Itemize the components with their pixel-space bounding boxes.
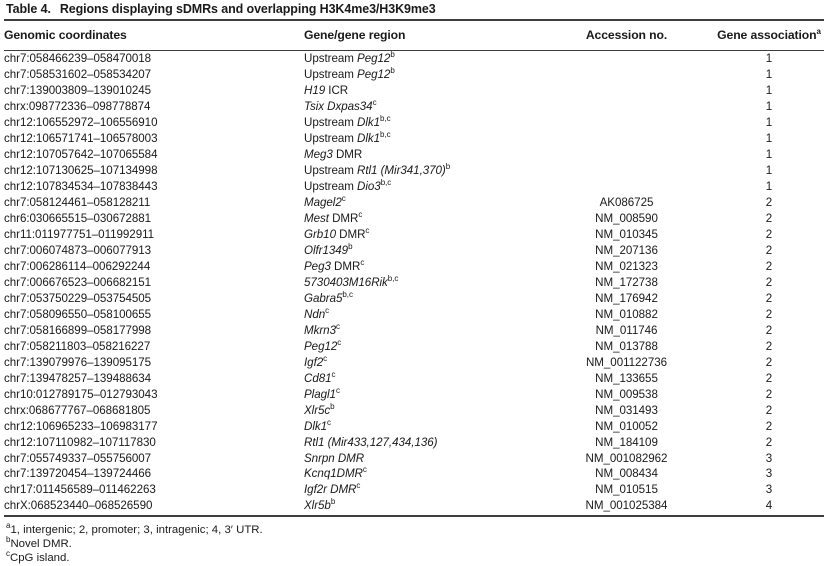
- gene-name: Peg12: [304, 339, 338, 353]
- column-header-gene-association-text: Gene association: [717, 28, 817, 42]
- gene-footnote-marker: b,c: [342, 289, 353, 299]
- gene-name: Peg12: [357, 51, 391, 65]
- gene-suffix: ICR: [325, 83, 349, 97]
- cell-gene-association: 3: [765, 451, 773, 465]
- table-row: [4, 147, 824, 163]
- gene-footnote-marker: c: [337, 337, 342, 347]
- cell-genomic-coordinates: chrx:068677767–068681805: [4, 403, 151, 417]
- cell-accession: [539, 83, 714, 99]
- table-row: [4, 211, 824, 227]
- table-caption: [4, 0, 824, 19]
- cell-genomic-coordinates: chr7:139003809–139010245: [4, 83, 152, 97]
- cell-accession: [539, 179, 714, 195]
- cell-accession: [539, 67, 714, 83]
- cell-gene-region: [304, 163, 539, 179]
- cell-gene-region: [304, 67, 539, 83]
- cell-gene-association: 1: [765, 67, 773, 81]
- cell-accession: NM_001025384: [585, 499, 668, 513]
- cell-gene-association: 3: [765, 467, 773, 481]
- cell-gene-association: 2: [765, 371, 773, 385]
- cell-gene-region: [304, 115, 539, 131]
- cell-gene-association: 2: [765, 227, 773, 241]
- cell-accession: NM_207136: [595, 243, 658, 257]
- cell-genomic-coordinates: chr7:139720454–139724466: [4, 467, 152, 481]
- cell-accession: [539, 99, 714, 115]
- cell-gene-association: 1: [765, 179, 773, 193]
- gene-name: Peg12: [357, 67, 391, 81]
- cell-gene-association: 1: [765, 115, 773, 129]
- table-row: [4, 403, 824, 419]
- cell-gene-region: [304, 51, 539, 67]
- footnote-marker: b: [6, 535, 11, 545]
- cell-accession: NM_176942: [595, 291, 658, 305]
- cell-gene-association: 2: [765, 323, 773, 337]
- gene-name: Xlr5c: [304, 403, 331, 417]
- gene-name: Grb10: [304, 227, 336, 241]
- cell-genomic-coordinates: chr7:053750229–053754505: [4, 291, 152, 305]
- cell-gene-region: [304, 211, 539, 227]
- cell-gene-region: [304, 83, 539, 99]
- gene-footnote-marker: c: [358, 209, 363, 219]
- gene-footnote-marker: c: [356, 481, 361, 491]
- cell-gene-association: 1: [765, 83, 773, 97]
- table-row: [4, 307, 824, 323]
- gene-footnote-marker: c: [372, 97, 377, 107]
- gene-footnote-marker: c: [335, 385, 340, 395]
- cell-accession: NM_013788: [595, 339, 658, 353]
- table-row: [4, 323, 824, 339]
- gene-suffix: DMR: [335, 227, 366, 241]
- gene-name: Meg3: [304, 147, 333, 161]
- cell-gene-association: 1: [765, 99, 773, 113]
- gene-name: Kcnq1DMR: [304, 467, 363, 481]
- gene-name: Plagl1: [304, 387, 336, 401]
- gene-name: Mkrn3: [304, 323, 336, 337]
- footnote-text: CpG island.: [10, 552, 70, 565]
- footnote: [6, 537, 824, 551]
- gene-footnote-marker: b: [445, 161, 451, 171]
- gene-name: Xlr5b: [304, 499, 331, 513]
- cell-gene-association: 2: [765, 291, 773, 305]
- footnote: [6, 520, 824, 537]
- cell-genomic-coordinates: chr7:058096550–058100655: [4, 307, 152, 321]
- cell-gene-region: [304, 227, 539, 243]
- cell-gene-association: 2: [765, 419, 773, 433]
- gene-name: Dlk1: [304, 419, 327, 433]
- cell-genomic-coordinates: chr7:006286114–006292244: [4, 259, 151, 273]
- sdmr-table: [4, 21, 824, 50]
- sdmr-table-body: [4, 51, 824, 515]
- table-row: [4, 339, 824, 355]
- header-row: [4, 21, 824, 50]
- cell-genomic-coordinates: chr11:011977751–011992911: [4, 227, 155, 241]
- cell-genomic-coordinates: chr12:107057642–107065584: [4, 147, 158, 161]
- table-caption-text: Regions displaying sDMRs and overlapping H3K4me3/H3K9me3: [59, 2, 436, 16]
- table-row: [4, 83, 824, 99]
- gene-name: Cd81: [304, 371, 332, 385]
- cell-genomic-coordinates: chr7:058124461–058128211: [4, 195, 151, 209]
- cell-genomic-coordinates: chrx:098772336–098778874: [4, 99, 151, 113]
- gene-footnote-marker: c: [335, 321, 340, 331]
- cell-accession: AK086725: [599, 195, 654, 209]
- cell-genomic-coordinates: chr7:055749337–055756007: [4, 451, 152, 465]
- gene-footnote-marker: b,c: [380, 113, 391, 123]
- cell-accession: NM_021323: [595, 259, 658, 273]
- table-footnotes: [4, 517, 824, 566]
- gene-name: Dlk1: [357, 115, 381, 129]
- cell-gene-association: 2: [765, 387, 773, 401]
- cell-genomic-coordinates: chr6:030665515–030672881: [4, 211, 152, 225]
- table-row: [4, 275, 824, 291]
- gene-footnote-marker: b: [390, 50, 395, 60]
- cell-gene-association: 2: [765, 435, 773, 449]
- cell-gene-association: 3: [765, 483, 773, 497]
- table-row: [4, 291, 824, 307]
- gene-name: Igf2r DMR: [304, 483, 357, 497]
- cell-genomic-coordinates: chr7:139478257–139488634: [4, 371, 152, 385]
- gene-footnote-marker: b: [348, 241, 353, 251]
- cell-genomic-coordinates: chr7:058466239–058470018: [4, 51, 152, 65]
- cell-gene-region: [304, 483, 539, 499]
- gene-name: Rtl1 (Mir433,127,434,136): [304, 435, 438, 449]
- cell-gene-region: [304, 147, 539, 163]
- cell-accession: NM_031493: [595, 403, 658, 417]
- cell-genomic-coordinates: chr12:106552972–106556910: [4, 115, 158, 129]
- cell-gene-association: 2: [765, 243, 773, 257]
- cell-accession: NM_010515: [595, 483, 658, 497]
- gene-footnote-marker: c: [331, 369, 336, 379]
- table-row: [4, 67, 824, 83]
- table-row: [4, 115, 824, 131]
- gene-name: Rtl1 (Mir341,370): [357, 163, 446, 177]
- gene-footnote-marker: b,c: [380, 129, 391, 139]
- cell-gene-region: [304, 467, 539, 483]
- gene-name: Dio3: [357, 179, 381, 193]
- cell-genomic-coordinates: chr12:107834534–107838443: [4, 179, 158, 193]
- cell-gene-association: 1: [765, 147, 773, 161]
- table-row: [4, 179, 824, 195]
- cell-gene-region: [304, 307, 539, 323]
- table-row: [4, 387, 824, 403]
- gene-suffix: DMR: [332, 147, 363, 161]
- cell-gene-association: 1: [765, 163, 773, 177]
- cell-gene-region: [304, 403, 539, 419]
- cell-accession: NM_001082962: [585, 451, 668, 465]
- gene-footnote-marker: c: [360, 257, 365, 267]
- table-row: [4, 243, 824, 259]
- cell-gene-region: [304, 179, 539, 195]
- cell-accession: NM_008590: [595, 211, 658, 225]
- cell-genomic-coordinates: chr12:107110982–107117830: [4, 435, 156, 449]
- cell-accession: NM_172738: [595, 275, 658, 289]
- cell-genomic-coordinates: chr12:106965233–106983177: [4, 419, 158, 433]
- gene-footnote-marker: b,c: [380, 177, 392, 187]
- cell-accession: NM_010052: [595, 419, 658, 433]
- gene-name: Ndn: [304, 307, 326, 321]
- column-header-gene-region: Gene/gene region: [304, 28, 406, 42]
- cell-gene-region: [304, 435, 539, 451]
- cell-gene-association: 1: [765, 51, 773, 65]
- gene-footnote-marker: b: [390, 66, 395, 76]
- gene-footnote-marker: b,c: [387, 273, 399, 283]
- column-header-genomic-coordinates: Genomic coordinates: [4, 28, 127, 42]
- table-row: [4, 259, 824, 275]
- gene-footnote-marker: b: [330, 401, 335, 411]
- table-header: [4, 21, 824, 50]
- cell-gene-region: [304, 99, 539, 115]
- cell-accession: NM_133655: [595, 371, 658, 385]
- gene-footnote-marker: c: [341, 193, 346, 203]
- cell-gene-region: [304, 451, 539, 467]
- cell-gene-region: [304, 323, 539, 339]
- gene-prefix: Upstream: [304, 163, 358, 177]
- cell-accession: [539, 131, 714, 147]
- gene-footnote-marker: c: [362, 465, 367, 475]
- cell-gene-association: 2: [765, 307, 773, 321]
- column-header-gene-association: [714, 21, 824, 50]
- footnote: [6, 551, 824, 565]
- cell-genomic-coordinates: chrX:068523440–068526590: [4, 499, 153, 513]
- cell-gene-region: [304, 499, 539, 515]
- gene-footnote-marker: c: [325, 305, 330, 315]
- cell-gene-association: 2: [765, 355, 773, 369]
- gene-name: Peg3: [304, 259, 331, 273]
- gene-prefix: Upstream: [304, 115, 358, 129]
- table-row: [4, 195, 824, 211]
- gene-name: H19: [304, 83, 326, 97]
- cell-genomic-coordinates: chr12:106571741–106578003: [4, 131, 158, 145]
- table-row: [4, 435, 824, 451]
- gene-prefix: Upstream: [304, 67, 358, 81]
- cell-genomic-coordinates: chr10:012789175–012793043: [4, 387, 158, 401]
- table-row: [4, 451, 824, 467]
- table-row: [4, 131, 824, 147]
- cell-accession: NM_010882: [595, 307, 658, 321]
- footnote-marker: a: [6, 520, 11, 530]
- cell-accession: [539, 147, 714, 163]
- gene-name: Mest: [304, 211, 329, 225]
- cell-gene-association: 2: [765, 259, 773, 273]
- gene-suffix: DMR: [328, 211, 359, 225]
- cell-gene-region: [304, 195, 539, 211]
- cell-accession: NM_010345: [595, 227, 658, 241]
- table-row: [4, 419, 824, 435]
- footnote-marker: c: [6, 549, 10, 559]
- table-row: [4, 499, 824, 515]
- cell-accession: NM_011746: [595, 323, 658, 337]
- gene-name: Dlk1: [357, 131, 381, 145]
- cell-gene-region: [304, 275, 539, 291]
- cell-accession: NM_008434: [595, 467, 658, 481]
- cell-genomic-coordinates: chr7:058211803–058216227: [4, 339, 151, 353]
- cell-genomic-coordinates: chr17:011456589–011462263: [4, 483, 156, 497]
- gene-name: Magel2: [304, 195, 342, 209]
- table-row: [4, 371, 824, 387]
- table-row: [4, 483, 824, 499]
- table-row: [4, 467, 824, 483]
- cell-genomic-coordinates: chr7:058531602–058534207: [4, 67, 152, 81]
- cell-gene-region: [304, 259, 539, 275]
- table-row: [4, 51, 824, 67]
- table-row: [4, 163, 824, 179]
- cell-gene-region: [304, 419, 539, 435]
- table-row: [4, 99, 824, 115]
- cell-gene-region: [304, 243, 539, 259]
- gene-footnote-marker: b: [330, 497, 336, 507]
- table-body: [4, 51, 824, 515]
- cell-gene-region: [304, 371, 539, 387]
- gene-footnote-marker: c: [327, 417, 331, 427]
- cell-accession: NM_001122736: [585, 355, 668, 369]
- gene-name: 5730403M16Rik: [304, 275, 388, 289]
- gene-suffix: DMR: [330, 259, 361, 273]
- cell-gene-region: [304, 355, 539, 371]
- cell-accession: [539, 163, 714, 179]
- gene-name: Olfr1349: [304, 243, 349, 257]
- cell-accession: [539, 115, 714, 131]
- cell-gene-region: [304, 291, 539, 307]
- cell-gene-association: 1: [765, 131, 773, 145]
- gene-prefix: Upstream: [304, 131, 358, 145]
- cell-gene-association: 2: [765, 275, 773, 289]
- gene-name: Snrpn DMR: [304, 451, 365, 465]
- cell-genomic-coordinates: chr7:139079976–139095175: [4, 355, 152, 369]
- cell-genomic-coordinates: chr7:006074873–006077913: [4, 243, 152, 257]
- gene-prefix: Upstream: [304, 179, 358, 193]
- cell-genomic-coordinates: chr12:107130625–107134998: [4, 163, 158, 177]
- gene-prefix: Upstream: [304, 51, 358, 65]
- gene-name: Gabra5: [304, 291, 343, 305]
- cell-gene-region: [304, 131, 539, 147]
- cell-gene-region: [304, 387, 539, 403]
- cell-gene-association: 2: [765, 403, 773, 417]
- column-header-accession: Accession no.: [585, 28, 668, 42]
- gene-name: Igf2: [304, 355, 324, 369]
- footnote-text: Novel DMR.: [10, 537, 72, 550]
- cell-accession: NM_184109: [595, 435, 658, 449]
- gene-footnote-marker: c: [365, 225, 370, 235]
- cell-genomic-coordinates: chr7:006676523–006682151: [4, 275, 152, 289]
- cell-gene-association: 2: [765, 195, 773, 209]
- column-header-gene-association-footnote-marker: a: [816, 26, 821, 36]
- gene-footnote-marker: c: [323, 353, 328, 363]
- footnote-text: 1, intergenic; 2, promoter; 3, intragenic; 4, 3′ UTR.: [10, 523, 263, 536]
- cell-gene-region: [304, 339, 539, 355]
- cell-gene-association: 2: [765, 339, 773, 353]
- cell-accession: NM_009538: [595, 387, 658, 401]
- cell-gene-association: 4: [765, 499, 773, 513]
- cell-gene-association: 2: [765, 211, 773, 225]
- table-caption-label: Table 4.: [6, 2, 51, 16]
- table-row: [4, 355, 824, 371]
- gene-name: Tsix Dxpas34: [304, 99, 373, 113]
- table-row: [4, 227, 824, 243]
- cell-genomic-coordinates: chr7:058166899–058177998: [4, 323, 152, 337]
- cell-accession: [539, 51, 714, 67]
